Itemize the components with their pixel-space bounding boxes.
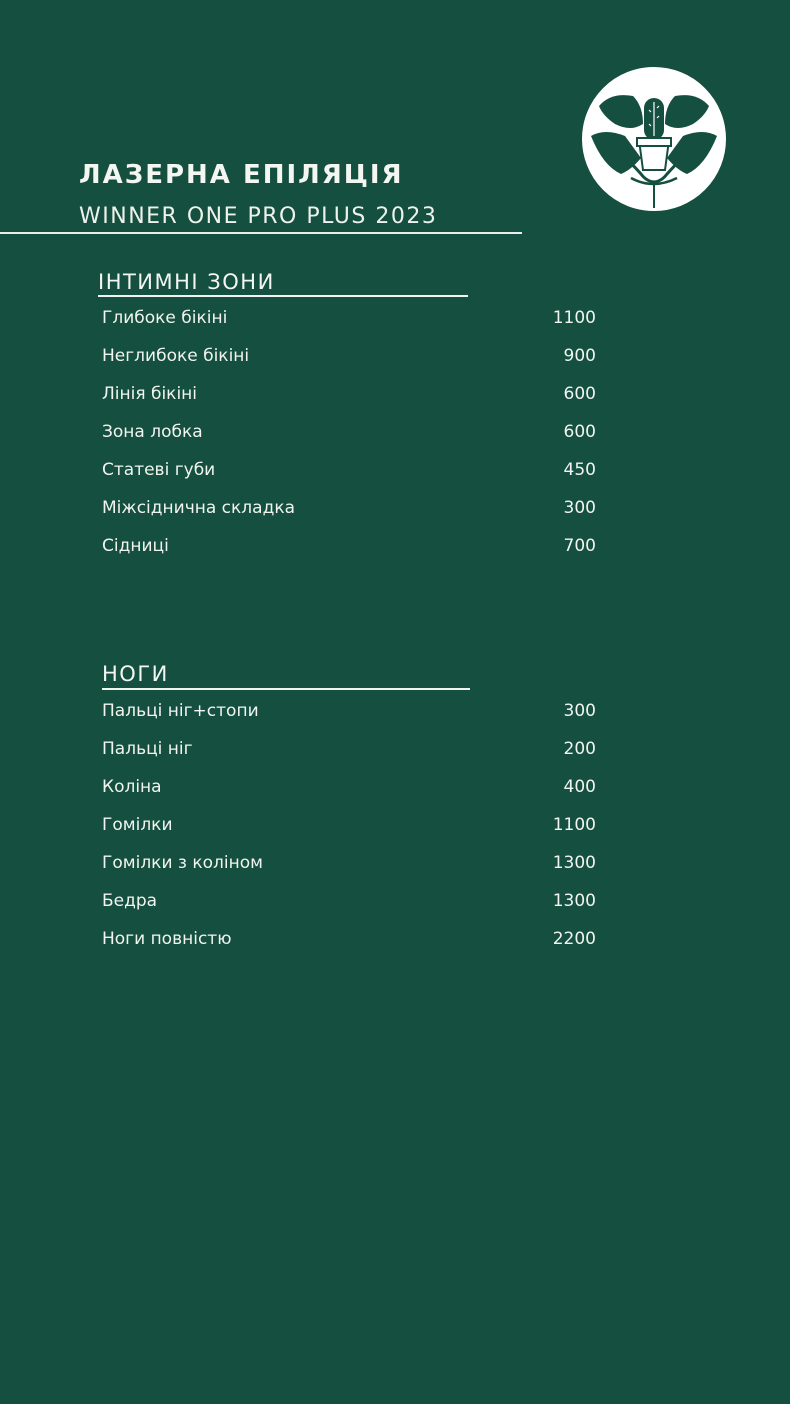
price-item xyxy=(102,739,596,763)
service-name: Статеві губи xyxy=(102,460,216,480)
service-name: Гомілки xyxy=(102,815,173,835)
price-item xyxy=(102,308,596,332)
service-name: Лінія бікіні xyxy=(102,384,198,404)
price-item xyxy=(102,536,596,560)
service-price: 900 xyxy=(563,346,596,366)
service-name: Гомілки з коліном xyxy=(102,853,263,873)
section-title: НОГИ xyxy=(102,662,169,686)
service-name: Глибоке бікіні xyxy=(102,308,228,328)
price-item xyxy=(102,929,596,953)
service-name: Неглибоке бікіні xyxy=(102,346,250,366)
section-divider xyxy=(98,295,468,297)
price-item xyxy=(102,815,596,839)
page-title: ЛАЗЕРНА ЕПІЛЯЦІЯ xyxy=(79,160,404,190)
service-price: 1100 xyxy=(552,815,596,835)
service-price: 300 xyxy=(563,498,596,518)
price-item xyxy=(102,384,596,408)
service-price: 600 xyxy=(563,384,596,404)
price-item xyxy=(102,853,596,877)
price-item xyxy=(102,422,596,446)
price-item xyxy=(102,777,596,801)
service-price: 1300 xyxy=(552,853,596,873)
service-price: 1100 xyxy=(552,308,596,328)
service-price: 400 xyxy=(563,777,596,797)
service-price: 700 xyxy=(563,536,596,556)
price-item xyxy=(102,701,596,725)
service-name: Сідниці xyxy=(102,536,169,556)
service-name: Зона лобка xyxy=(102,422,203,442)
price-item xyxy=(102,460,596,484)
service-name: Пальці ніг+стопи xyxy=(102,701,259,721)
service-name: Коліна xyxy=(102,777,162,797)
service-price: 200 xyxy=(563,739,596,759)
price-item xyxy=(102,891,596,915)
service-price: 1300 xyxy=(552,891,596,911)
service-price: 2200 xyxy=(552,929,596,949)
section-divider xyxy=(102,688,470,690)
service-name: Ноги повністю xyxy=(102,929,232,949)
price-item xyxy=(102,346,596,370)
price-item xyxy=(102,498,596,522)
service-price: 450 xyxy=(563,460,596,480)
service-name: Бедра xyxy=(102,891,158,911)
cactus-hands-logo-icon xyxy=(581,66,727,212)
page-subtitle: WINNER ONE PRO PLUS 2023 xyxy=(79,204,438,229)
service-name: Міжсіднична складка xyxy=(102,498,296,518)
service-price: 300 xyxy=(563,701,596,721)
section-title: ІНТИМНІ ЗОНИ xyxy=(98,270,275,294)
service-price: 600 xyxy=(563,422,596,442)
service-name: Пальці ніг xyxy=(102,739,193,759)
header-divider xyxy=(0,232,522,234)
